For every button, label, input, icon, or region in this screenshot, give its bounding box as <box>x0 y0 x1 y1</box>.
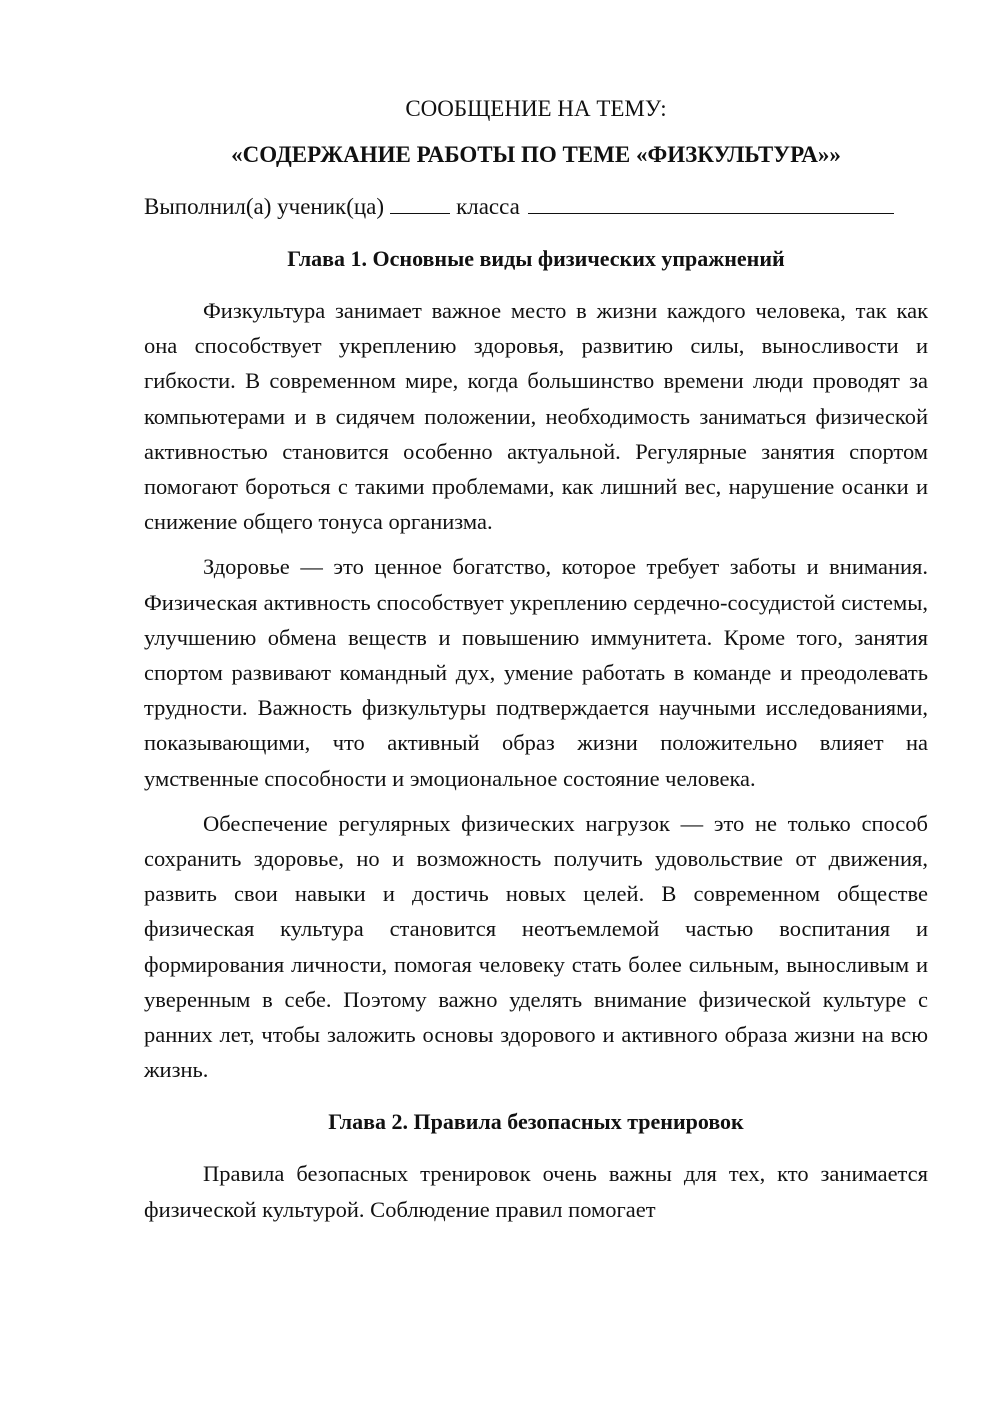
chapter-1-paragraph-2: Здоровье — это ценное богатство, которое требует заботы и внимания. Физическая активность способствует укреплению сердечно-сосудистой системы, улучшению обмена веществ и повышению иммунитета. Кроме того, занятия спортом развивают командный дух, умение работать в команде и преодолевать трудности. Важность физкультуры подтверждается научными исследованиями, показывающими, что активный образ жизни положительно влияет на умственные способности и эмоциональное состояние человека. <box>144 554 928 791</box>
performed-by-label: Выполнил(а) ученик(ца) <box>144 194 385 219</box>
chapter-1-title: Глава 1. Основные виды физических упражнений <box>287 246 785 271</box>
class-label: класса <box>456 194 520 219</box>
document-heading: СООБЩЕНИЕ НА ТЕМУ: <box>405 96 667 121</box>
document-page <box>144 92 928 1227</box>
name-blank-line <box>528 193 894 214</box>
byline <box>144 190 928 224</box>
grade-blank-line <box>390 193 450 214</box>
chapter-2-title: Глава 2. Правила безопасных тренировок <box>328 1109 744 1135</box>
chapter-1-paragraph-3: Обеспечение регулярных физических нагрузок — это не только способ сохранить здоровье, но и возможность получить удовольствие от движения, развить свои навыки и достичь новых целей. В современном обществе физическая культура становится неотъемлемой частью воспитания и формирования личности, помогая человеку стать более сильным, выносливым и уверенным в себе. Поэтому важно уделять внимание физической культуре с ранних лет, чтобы заложить основы здорового и активного образа жизни на всю жизнь. <box>144 810 928 1083</box>
chapter-2-paragraph-1: Правила безопасных тренировок очень важны для тех, кто занимается физической культурой. Соблюдение правил помогает <box>144 1161 928 1222</box>
document-title: «СОДЕРЖАНИЕ РАБОТЫ ПО ТЕМЕ «ФИЗКУЛЬТУРА»» <box>231 142 841 167</box>
chapter-1-paragraph-1: Физкультура занимает важное место в жизни каждого человека, так как она способствует укреплению здоровья, развитию силы, выносливости и гибкости. В современном мире, когда большинство времени люди проводят за компьютерами и в сидячем положении, необходимость заниматься физической активностью становится особенно актуальной. Регулярные занятия спортом помогают бороться с такими проблемами, как лишний вес, нарушение осанки и снижение общего тонуса организма. <box>144 298 928 535</box>
